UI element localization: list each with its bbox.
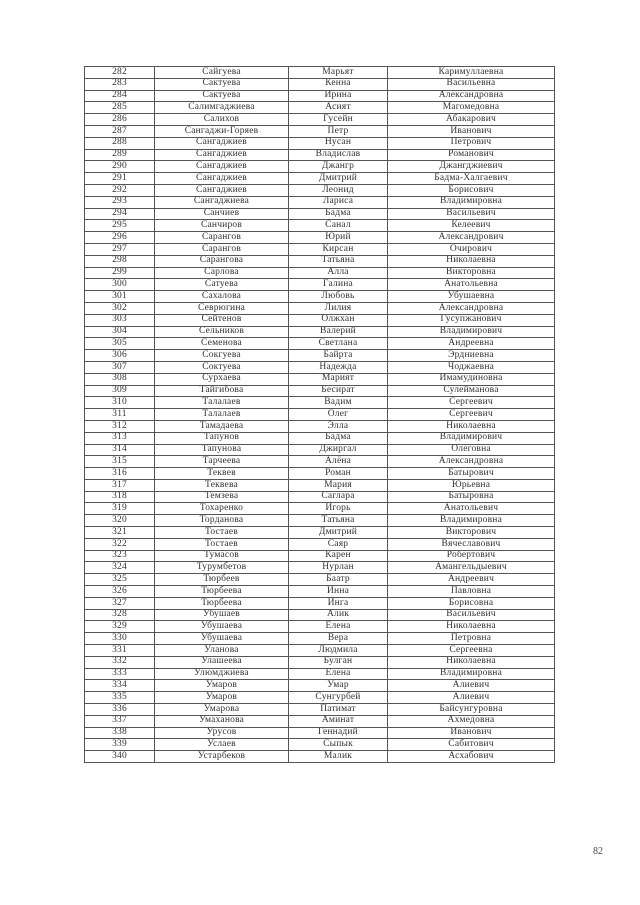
- first-name-cell: Инга: [289, 597, 388, 609]
- surname-cell: Сангаджиев: [155, 149, 289, 161]
- patronymic-cell: Васильевич: [388, 208, 555, 220]
- first-name-cell: Бадма: [289, 208, 388, 220]
- table-row: [85, 220, 555, 232]
- row-number-cell: 309: [85, 385, 155, 397]
- patronymic-cell: Николаевна: [388, 656, 555, 668]
- table-row: [85, 149, 555, 161]
- patronymic-cell: Гусупжанович: [388, 314, 555, 326]
- first-name-cell: Саяр: [289, 538, 388, 550]
- surname-cell: Сайгуева: [155, 67, 289, 79]
- table-row: [85, 456, 555, 468]
- row-number-cell: 322: [85, 538, 155, 550]
- surname-cell: Сарангова: [155, 255, 289, 267]
- surname-cell: Умаров: [155, 692, 289, 704]
- patronymic-cell: Владимировна: [388, 668, 555, 680]
- surname-cell: Турумбетов: [155, 562, 289, 574]
- row-number-cell: 311: [85, 409, 155, 421]
- first-name-cell: Сунгурбей: [289, 692, 388, 704]
- surname-cell: Сурхаева: [155, 373, 289, 385]
- table-row: [85, 243, 555, 255]
- table-row: [85, 291, 555, 303]
- first-name-cell: Гусейн: [289, 114, 388, 126]
- patronymic-cell: Асхабович: [388, 751, 555, 763]
- first-name-cell: Санал: [289, 220, 388, 232]
- surname-cell: Тюрбеева: [155, 597, 289, 609]
- row-number-cell: 294: [85, 208, 155, 220]
- patronymic-cell: Бадма-Халгаевич: [388, 173, 555, 185]
- row-number-cell: 312: [85, 420, 155, 432]
- patronymic-cell: Викторович: [388, 527, 555, 539]
- patronymic-cell: Николаевна: [388, 255, 555, 267]
- surname-cell: Сангаджиева: [155, 196, 289, 208]
- surname-cell: Устарбеков: [155, 751, 289, 763]
- table-row: [85, 302, 555, 314]
- table-row: [85, 114, 555, 126]
- first-name-cell: Олег: [289, 409, 388, 421]
- surname-cell: Сангаджиев: [155, 137, 289, 149]
- patronymic-cell: Александрович: [388, 232, 555, 244]
- first-name-cell: Елена: [289, 621, 388, 633]
- patronymic-cell: Николаевна: [388, 420, 555, 432]
- row-number-cell: 289: [85, 149, 155, 161]
- row-number-cell: 317: [85, 479, 155, 491]
- patronymic-cell: Петрович: [388, 137, 555, 149]
- patronymic-cell: Чоджаевна: [388, 361, 555, 373]
- first-name-cell: Олжхан: [289, 314, 388, 326]
- first-name-cell: Юрий: [289, 232, 388, 244]
- table-row: [85, 645, 555, 657]
- row-number-cell: 329: [85, 621, 155, 633]
- row-number-cell: 335: [85, 692, 155, 704]
- patronymic-cell: Амангельдыевич: [388, 562, 555, 574]
- row-number-cell: 330: [85, 633, 155, 645]
- table-row: [85, 420, 555, 432]
- patronymic-cell: Магомедовна: [388, 102, 555, 114]
- row-number-cell: 332: [85, 656, 155, 668]
- row-number-cell: 333: [85, 668, 155, 680]
- names-table: [84, 66, 555, 763]
- patronymic-cell: Робертович: [388, 550, 555, 562]
- first-name-cell: Валерий: [289, 326, 388, 338]
- first-name-cell: Саглара: [289, 491, 388, 503]
- row-number-cell: 313: [85, 432, 155, 444]
- row-number-cell: 301: [85, 291, 155, 303]
- first-name-cell: Роман: [289, 468, 388, 480]
- row-number-cell: 324: [85, 562, 155, 574]
- table-row: [85, 503, 555, 515]
- first-name-cell: Карен: [289, 550, 388, 562]
- first-name-cell: Инна: [289, 586, 388, 598]
- row-number-cell: 323: [85, 550, 155, 562]
- first-name-cell: Лилия: [289, 302, 388, 314]
- surname-cell: Сактуева: [155, 78, 289, 90]
- row-number-cell: 293: [85, 196, 155, 208]
- first-name-cell: Сыпык: [289, 739, 388, 751]
- first-name-cell: Патимат: [289, 704, 388, 716]
- first-name-cell: Любовь: [289, 291, 388, 303]
- patronymic-cell: Васильевна: [388, 78, 555, 90]
- surname-cell: Сактуева: [155, 90, 289, 102]
- first-name-cell: Владислав: [289, 149, 388, 161]
- table-row: [85, 680, 555, 692]
- surname-cell: Талалаев: [155, 409, 289, 421]
- table-row: [85, 326, 555, 338]
- first-name-cell: Кенна: [289, 78, 388, 90]
- patronymic-cell: Сергеевич: [388, 397, 555, 409]
- patronymic-cell: Абакарович: [388, 114, 555, 126]
- first-name-cell: Малик: [289, 751, 388, 763]
- patronymic-cell: Алиевич: [388, 692, 555, 704]
- row-number-cell: 304: [85, 326, 155, 338]
- surname-cell: Сатуева: [155, 279, 289, 291]
- first-name-cell: Булган: [289, 656, 388, 668]
- first-name-cell: Дмитрий: [289, 527, 388, 539]
- row-number-cell: 318: [85, 491, 155, 503]
- first-name-cell: Алик: [289, 609, 388, 621]
- surname-cell: Сельников: [155, 326, 289, 338]
- table-row: [85, 586, 555, 598]
- row-number-cell: 299: [85, 267, 155, 279]
- row-number-cell: 337: [85, 715, 155, 727]
- row-number-cell: 306: [85, 350, 155, 362]
- table-row: [85, 90, 555, 102]
- first-name-cell: Светлана: [289, 338, 388, 350]
- patronymic-cell: Борисович: [388, 184, 555, 196]
- row-number-cell: 292: [85, 184, 155, 196]
- patronymic-cell: Иванович: [388, 125, 555, 137]
- table-row: [85, 527, 555, 539]
- patronymic-cell: Олеговна: [388, 444, 555, 456]
- table-row: [85, 739, 555, 751]
- row-number-cell: 328: [85, 609, 155, 621]
- first-name-cell: Элла: [289, 420, 388, 432]
- table-row: [85, 609, 555, 621]
- first-name-cell: Алёна: [289, 456, 388, 468]
- patronymic-cell: Владимировна: [388, 196, 555, 208]
- surname-cell: Сарлова: [155, 267, 289, 279]
- surname-cell: Урусов: [155, 727, 289, 739]
- surname-cell: Санчиев: [155, 208, 289, 220]
- table-row: [85, 621, 555, 633]
- row-number-cell: 327: [85, 597, 155, 609]
- page-number: 82: [593, 846, 603, 857]
- table-row: [85, 692, 555, 704]
- patronymic-cell: Батырович: [388, 468, 555, 480]
- surname-cell: Сокгуева: [155, 350, 289, 362]
- surname-cell: Салихов: [155, 114, 289, 126]
- row-number-cell: 340: [85, 751, 155, 763]
- table-row: [85, 125, 555, 137]
- patronymic-cell: Васильевич: [388, 609, 555, 621]
- patronymic-cell: Романович: [388, 149, 555, 161]
- row-number-cell: 282: [85, 67, 155, 79]
- table-row: [85, 479, 555, 491]
- row-number-cell: 316: [85, 468, 155, 480]
- first-name-cell: Нурлан: [289, 562, 388, 574]
- surname-cell: Сейтенов: [155, 314, 289, 326]
- first-name-cell: Джангр: [289, 161, 388, 173]
- table-row: [85, 538, 555, 550]
- row-number-cell: 310: [85, 397, 155, 409]
- patronymic-cell: Павловна: [388, 586, 555, 598]
- row-number-cell: 319: [85, 503, 155, 515]
- table-row: [85, 338, 555, 350]
- surname-cell: Услаев: [155, 739, 289, 751]
- first-name-cell: Нусан: [289, 137, 388, 149]
- first-name-cell: Умар: [289, 680, 388, 692]
- names-table-body: [85, 67, 555, 763]
- row-number-cell: 290: [85, 161, 155, 173]
- patronymic-cell: Владимировна: [388, 515, 555, 527]
- first-name-cell: Кирсан: [289, 243, 388, 255]
- first-name-cell: Надежда: [289, 361, 388, 373]
- first-name-cell: Баатр: [289, 574, 388, 586]
- patronymic-cell: Андреевна: [388, 338, 555, 350]
- patronymic-cell: Александровна: [388, 456, 555, 468]
- surname-cell: Умаханова: [155, 715, 289, 727]
- surname-cell: Убушаева: [155, 633, 289, 645]
- patronymic-cell: Юрьевна: [388, 479, 555, 491]
- first-name-cell: Бадма: [289, 432, 388, 444]
- row-number-cell: 325: [85, 574, 155, 586]
- patronymic-cell: Имамудиновна: [388, 373, 555, 385]
- table-row: [85, 515, 555, 527]
- row-number-cell: 305: [85, 338, 155, 350]
- table-row: [85, 208, 555, 220]
- row-number-cell: 338: [85, 727, 155, 739]
- table-row: [85, 432, 555, 444]
- patronymic-cell: Сергеевна: [388, 645, 555, 657]
- table-row: [85, 255, 555, 267]
- patronymic-cell: Убушаевна: [388, 291, 555, 303]
- table-row: [85, 196, 555, 208]
- first-name-cell: Людмила: [289, 645, 388, 657]
- surname-cell: Тостаев: [155, 527, 289, 539]
- patronymic-cell: Батыровна: [388, 491, 555, 503]
- first-name-cell: Галина: [289, 279, 388, 291]
- surname-cell: Тапунов: [155, 432, 289, 444]
- surname-cell: Санчиров: [155, 220, 289, 232]
- surname-cell: Сангаджиев: [155, 173, 289, 185]
- first-name-cell: Вадим: [289, 397, 388, 409]
- row-number-cell: 308: [85, 373, 155, 385]
- surname-cell: Умаров: [155, 680, 289, 692]
- surname-cell: Торданова: [155, 515, 289, 527]
- surname-cell: Улашеева: [155, 656, 289, 668]
- table-row: [85, 468, 555, 480]
- patronymic-cell: Борисовна: [388, 597, 555, 609]
- table-row: [85, 102, 555, 114]
- surname-cell: Сахалова: [155, 291, 289, 303]
- first-name-cell: Марьят: [289, 67, 388, 79]
- surname-cell: Семенова: [155, 338, 289, 350]
- row-number-cell: 286: [85, 114, 155, 126]
- surname-cell: Тапунова: [155, 444, 289, 456]
- first-name-cell: Ирина: [289, 90, 388, 102]
- patronymic-cell: Эрдниевна: [388, 350, 555, 362]
- table-row: [85, 550, 555, 562]
- first-name-cell: Татьяна: [289, 515, 388, 527]
- patronymic-cell: Очирович: [388, 243, 555, 255]
- table-row: [85, 173, 555, 185]
- first-name-cell: Геннадий: [289, 727, 388, 739]
- first-name-cell: Асият: [289, 102, 388, 114]
- surname-cell: Соктуева: [155, 361, 289, 373]
- table-row: [85, 727, 555, 739]
- row-number-cell: 284: [85, 90, 155, 102]
- surname-cell: Теквева: [155, 479, 289, 491]
- surname-cell: Улюмджиева: [155, 668, 289, 680]
- surname-cell: Тарчеева: [155, 456, 289, 468]
- first-name-cell: Алла: [289, 267, 388, 279]
- table-row: [85, 444, 555, 456]
- patronymic-cell: Джангджиевич: [388, 161, 555, 173]
- row-number-cell: 331: [85, 645, 155, 657]
- surname-cell: Тостаев: [155, 538, 289, 550]
- patronymic-cell: Николаевна: [388, 621, 555, 633]
- patronymic-cell: Владимирович: [388, 326, 555, 338]
- first-name-cell: Татьяна: [289, 255, 388, 267]
- row-number-cell: 297: [85, 243, 155, 255]
- table-row: [85, 704, 555, 716]
- row-number-cell: 283: [85, 78, 155, 90]
- table-row: [85, 385, 555, 397]
- surname-cell: Темзева: [155, 491, 289, 503]
- patronymic-cell: Сабитович: [388, 739, 555, 751]
- table-row: [85, 574, 555, 586]
- table-row: [85, 633, 555, 645]
- row-number-cell: 298: [85, 255, 155, 267]
- surname-cell: Тохаренко: [155, 503, 289, 515]
- table-row: [85, 751, 555, 763]
- first-name-cell: Петр: [289, 125, 388, 137]
- patronymic-cell: Иванович: [388, 727, 555, 739]
- surname-cell: Убушаев: [155, 609, 289, 621]
- table-row: [85, 184, 555, 196]
- first-name-cell: Байрта: [289, 350, 388, 362]
- table-row: [85, 373, 555, 385]
- row-number-cell: 315: [85, 456, 155, 468]
- first-name-cell: Бесират: [289, 385, 388, 397]
- surname-cell: Сарангов: [155, 243, 289, 255]
- row-number-cell: 300: [85, 279, 155, 291]
- first-name-cell: Елена: [289, 668, 388, 680]
- row-number-cell: 303: [85, 314, 155, 326]
- patronymic-cell: Александровна: [388, 302, 555, 314]
- table-row: [85, 668, 555, 680]
- table-row: [85, 314, 555, 326]
- surname-cell: Тюрбеева: [155, 586, 289, 598]
- row-number-cell: 326: [85, 586, 155, 598]
- row-number-cell: 307: [85, 361, 155, 373]
- patronymic-cell: Сергеевич: [388, 409, 555, 421]
- table-row: [85, 397, 555, 409]
- table-row: [85, 267, 555, 279]
- patronymic-cell: Владимирович: [388, 432, 555, 444]
- patronymic-cell: Келеевич: [388, 220, 555, 232]
- patronymic-cell: Каримуллаевна: [388, 67, 555, 79]
- table-row: [85, 78, 555, 90]
- surname-cell: Сарангов: [155, 232, 289, 244]
- surname-cell: Севрюгина: [155, 302, 289, 314]
- first-name-cell: Вера: [289, 633, 388, 645]
- surname-cell: Тюрбеев: [155, 574, 289, 586]
- surname-cell: Тамадаева: [155, 420, 289, 432]
- table-row: [85, 562, 555, 574]
- first-name-cell: Аминат: [289, 715, 388, 727]
- surname-cell: Убушаева: [155, 621, 289, 633]
- table-row: [85, 361, 555, 373]
- patronymic-cell: Вячеславович: [388, 538, 555, 550]
- table-row: [85, 656, 555, 668]
- surname-cell: Умарова: [155, 704, 289, 716]
- surname-cell: Тайгибова: [155, 385, 289, 397]
- table-row: [85, 161, 555, 173]
- first-name-cell: Марият: [289, 373, 388, 385]
- table-row: [85, 350, 555, 362]
- patronymic-cell: Ахмедовна: [388, 715, 555, 727]
- row-number-cell: 336: [85, 704, 155, 716]
- surname-cell: Тумасов: [155, 550, 289, 562]
- table-row: [85, 279, 555, 291]
- first-name-cell: Леонид: [289, 184, 388, 196]
- row-number-cell: 302: [85, 302, 155, 314]
- row-number-cell: 339: [85, 739, 155, 751]
- table-row: [85, 715, 555, 727]
- patronymic-cell: Сулейманова: [388, 385, 555, 397]
- patronymic-cell: Александровна: [388, 90, 555, 102]
- first-name-cell: Дмитрий: [289, 173, 388, 185]
- table-row: [85, 491, 555, 503]
- table-row: [85, 232, 555, 244]
- patronymic-cell: Анатольевич: [388, 503, 555, 515]
- surname-cell: Сангаджи-Горяев: [155, 125, 289, 137]
- first-name-cell: Игорь: [289, 503, 388, 515]
- row-number-cell: 291: [85, 173, 155, 185]
- table-row: [85, 597, 555, 609]
- first-name-cell: Лариса: [289, 196, 388, 208]
- patronymic-cell: Викторовна: [388, 267, 555, 279]
- surname-cell: Уланова: [155, 645, 289, 657]
- table-row: [85, 67, 555, 79]
- row-number-cell: 288: [85, 137, 155, 149]
- registry-sheet: [84, 66, 555, 763]
- table-row: [85, 409, 555, 421]
- patronymic-cell: Анатольевна: [388, 279, 555, 291]
- patronymic-cell: Байсунгуровна: [388, 704, 555, 716]
- table-row: [85, 137, 555, 149]
- row-number-cell: 287: [85, 125, 155, 137]
- patronymic-cell: Алиевич: [388, 680, 555, 692]
- first-name-cell: Мария: [289, 479, 388, 491]
- first-name-cell: Джиргал: [289, 444, 388, 456]
- row-number-cell: 296: [85, 232, 155, 244]
- row-number-cell: 334: [85, 680, 155, 692]
- patronymic-cell: Андреевич: [388, 574, 555, 586]
- row-number-cell: 295: [85, 220, 155, 232]
- surname-cell: Талалаев: [155, 397, 289, 409]
- surname-cell: Салимгаджиева: [155, 102, 289, 114]
- surname-cell: Сангаджиев: [155, 161, 289, 173]
- row-number-cell: 285: [85, 102, 155, 114]
- row-number-cell: 314: [85, 444, 155, 456]
- row-number-cell: 320: [85, 515, 155, 527]
- surname-cell: Сангаджиев: [155, 184, 289, 196]
- row-number-cell: 321: [85, 527, 155, 539]
- surname-cell: Теквев: [155, 468, 289, 480]
- patronymic-cell: Петровна: [388, 633, 555, 645]
